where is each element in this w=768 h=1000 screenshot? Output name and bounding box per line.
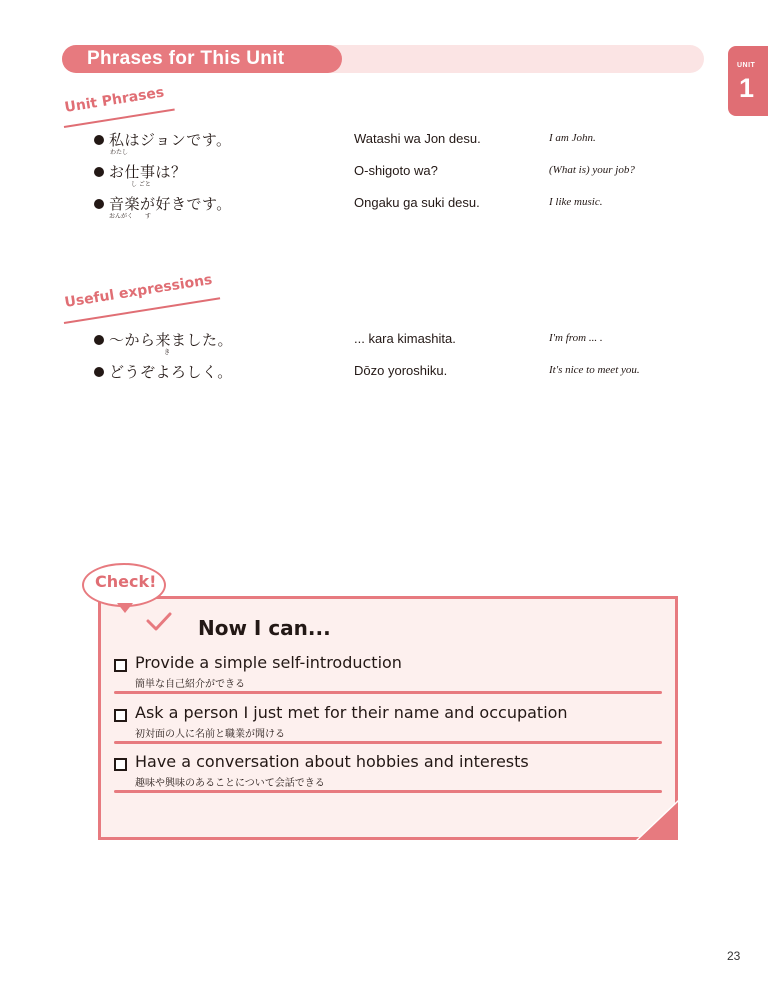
- check-bubble-tail: [117, 603, 133, 613]
- phrase-jp: 音楽が好きです。: [109, 195, 232, 213]
- phrase-english: I'm from ... .: [549, 332, 603, 344]
- bullet-icon: [94, 199, 104, 209]
- phrase-english: I am John.: [549, 132, 596, 144]
- phrase-romaji: Watashi wa Jon desu.: [354, 131, 481, 146]
- now-i-can-title: Now I can...: [198, 616, 331, 640]
- phrase-jp: どうぞよろしく。: [109, 363, 233, 381]
- phrase-romaji: Dōzo yoroshiku.: [354, 363, 448, 378]
- bullet-icon: [94, 167, 104, 177]
- unit-label: UNIT: [737, 62, 756, 69]
- bullet-icon: [94, 335, 104, 345]
- phrase-furigana: おんがく す: [109, 213, 152, 220]
- phrase-furigana: わたし: [110, 149, 129, 156]
- can-do-jp: 趣味や興味のあることについて会話できる: [135, 778, 325, 789]
- unit-phrases-heading: Unit Phrases: [63, 84, 166, 116]
- checkbox[interactable]: [114, 709, 127, 722]
- page-title: Phrases for This Unit: [87, 48, 285, 69]
- phrase-row: [94, 331, 694, 361]
- unit-number: 1: [739, 73, 755, 103]
- bullet-icon: [94, 135, 104, 145]
- phrase-jp: お仕事は？: [109, 163, 187, 181]
- phrase-romaji: Ongaku ga suki desu.: [354, 195, 480, 210]
- phrase-romaji: ... kara kimashita.: [354, 331, 456, 346]
- phrase-english: (What is) your job?: [549, 164, 635, 176]
- phrase-jp: 私はジョンです。: [109, 131, 232, 149]
- phrase-row: [94, 195, 694, 225]
- phrase-row: [94, 163, 694, 193]
- phrase-english: I like music.: [549, 196, 603, 208]
- divider: [114, 741, 662, 744]
- checkmark-icon: [146, 612, 172, 632]
- can-do-jp: 初対面の人に名前と職業が聞ける: [135, 729, 285, 740]
- phrase-jp: ～から来ました。: [109, 331, 234, 349]
- bullet-icon: [94, 367, 104, 377]
- can-do-en: Ask a person I just met for their name and occupation: [135, 703, 568, 722]
- phrase-furigana: し ごと: [131, 181, 151, 188]
- page-number: 23: [727, 949, 741, 963]
- can-do-en: Have a conversation about hobbies and interests: [135, 752, 529, 771]
- useful-expressions-heading: Useful expressions: [63, 271, 214, 311]
- phrase-romaji: O-shigoto wa?: [354, 163, 438, 178]
- can-do-en: Provide a simple self-introduction: [135, 653, 402, 672]
- phrase-row: [94, 131, 694, 161]
- divider: [114, 691, 662, 694]
- phrase-english: It's nice to meet you.: [549, 364, 640, 376]
- checkbox[interactable]: [114, 758, 127, 771]
- checkbox[interactable]: [114, 659, 127, 672]
- phrase-furigana: き: [164, 349, 171, 356]
- can-do-jp: 簡単な自己紹介ができる: [135, 679, 245, 690]
- check-bubble-label: Check!: [95, 572, 157, 591]
- phrase-row: [94, 363, 694, 393]
- divider: [114, 790, 662, 793]
